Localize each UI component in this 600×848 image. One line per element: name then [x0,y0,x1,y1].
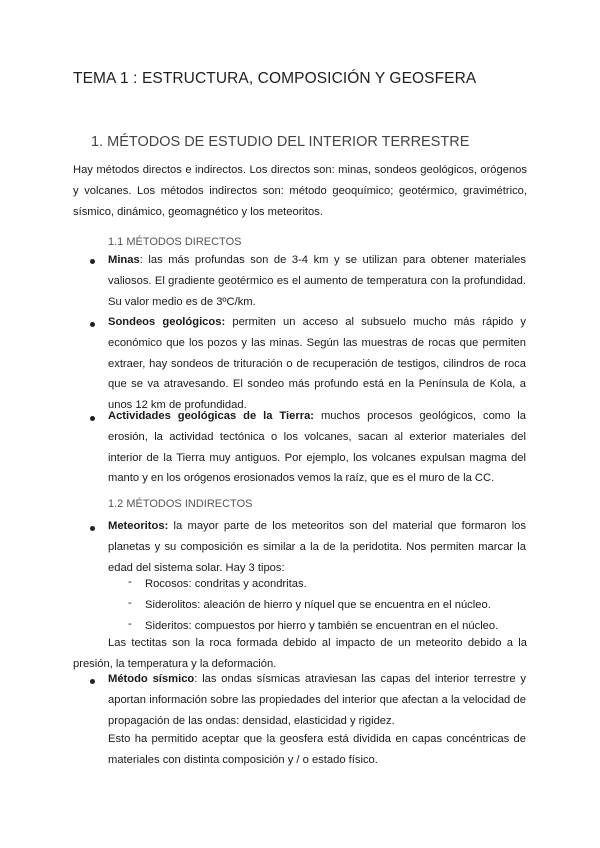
term-actividades: Actividades geológicas de la Tierra: [108,410,315,422]
meteorite-type: Sideritos: compuestos por hierro y también se encuentran en el núcleo. [145,620,499,632]
bullet-icon [90,416,95,421]
text-meteoritos: la mayor parte de los meteoritos son del material que formaron los planetas y su composición es similar a la de la peridotita. Nos permiten marcar la edad del sistema solar. Hay 3 tipos: [108,520,526,574]
text-sondeos: permiten un acceso al subsuelo mucho más rápido y económico que los pozos y las minas. Según las muestras de rocas que permiten extraer, hay sondeos de trituración o de recuperación de testigos, cilindros de roca que se va atravesando. El sondeo más profundo está en la Península de Kola, a unos 12 km de profundidad. [108,316,526,412]
dash-icon: - [128,618,132,630]
sismico-extra-paragraph: Esto ha permitido aceptar que la geosfera está dividida en capas concéntricas de materiales con distinta composición y / o estado físico. [108,733,526,766]
meteorite-type: Siderolitos: aleación de hierro y níquel que se encuentra en el núcleo. [145,599,491,611]
tectitas-paragraph: Las tectitas son la roca formada debido al impacto de un meteorito debido a la presión, la temperatura y la deformación. [73,637,527,670]
list-item-meteoritos [108,516,526,578]
term-meteoritos: Meteoritos: [108,520,169,532]
subsection-heading-direct: 1.1 MÉTODOS DIRECTOS [108,236,242,248]
text-actividades: muchos procesos geológicos, como la erosión, la actividad tectónica o los volcanes, sacan al exterior materiales del interior de la Tierra muy antiguos. Por ejemplo, los volcanes expulsan magma del manto y en los orógenos erosionados vemos la raíz, que es el muro de la CC. [108,410,526,485]
term-minas: Minas [108,254,140,266]
list-item-actividades [108,406,526,489]
bullet-icon [90,259,95,264]
bullet-icon [90,322,95,327]
intro-paragraph: Hay métodos directos e indirectos. Los directos son: minas, sondeos geológicos, orógenos y volcanes. Los métodos indirectos son: método geoquímico; geotérmico, gravimétrico, sísmico, dinámico, geomagnético y los meteoritos. [73,164,527,218]
list-item-minas [108,250,526,312]
meteorite-type: Rocosos: condritas y acondritas. [145,578,307,590]
subsection-heading-indirect: 1.2 MÉTODOS INDIRECTOS [108,498,253,510]
bullet-icon [90,526,95,531]
dash-icon: - [128,576,132,588]
bullet-icon [90,679,95,684]
list-item-sismico [108,669,526,731]
text-sismico: : las ondas sísmicas atraviesan las capas del interior terrestre y aportan información sobre las propiedades del interior que afectan a la velocidad de propagación de las ondas: densidad, elasticidad y rigidez. [108,673,526,727]
text-minas: : las más profundas son de 3-4 km y se utilizan para obtener materiales valiosos. El gradiente geotérmico es el aumento de temperatura con la profundidad. Su valor medio es de 3ºC/km. [108,254,526,308]
dash-icon: - [128,597,132,609]
section-heading: 1. MÉTODOS DE ESTUDIO DEL INTERIOR TERRESTRE [91,134,470,150]
term-sondeos: Sondeos geológicos: [108,316,226,328]
page-title: TEMA 1 : ESTRUCTURA, COMPOSICIÓN Y GEOSFERA [73,70,477,87]
list-item-sondeos [108,312,526,416]
term-sismico: Método sísmico [108,673,195,685]
